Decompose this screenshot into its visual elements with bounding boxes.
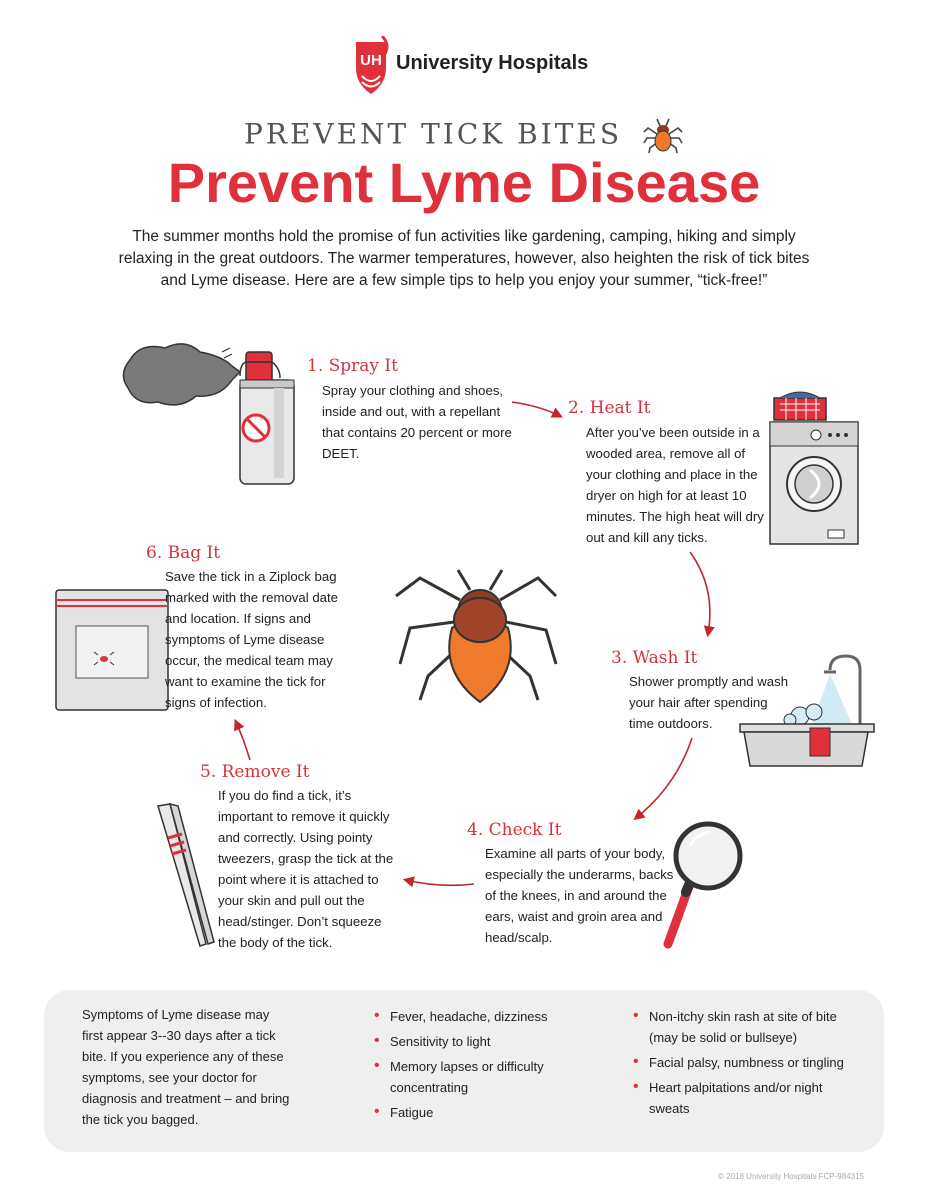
symptoms-list-2 <box>633 1006 853 1123</box>
step-body: Shower promptly and wash your hair after spending time outdoors. <box>629 674 789 731</box>
step-body: Spray your clothing and shoes, inside and out, with a repellant that contains 20 percent or more DEET. <box>322 383 512 461</box>
symptom-item: • Fever, headache, dizziness <box>374 1006 564 1027</box>
spray-can-icon <box>240 352 294 484</box>
step-heat <box>568 398 768 548</box>
symptom-item: • Fatigue <box>374 1102 564 1123</box>
step-title: 3. Wash It <box>611 648 698 668</box>
intro-paragraph: The summer months hold the promise of fun activities like gardening, camping, hiking and simply relaxing in the great outdoors. The warmer temperatures, however, also heighten the risk of tick bites and Lyme disease. Here are a few simple tips to help you enjoy your summer, “tick-free!” <box>118 228 810 289</box>
uh-shield-icon <box>352 36 392 96</box>
step-title: 6. Bag It <box>146 543 221 563</box>
brand-mark: UH <box>360 52 382 69</box>
symptom-item: • Sensitivity to light <box>374 1031 564 1052</box>
arrow-2-to-3 <box>690 552 710 634</box>
page-title: Prevent Lyme Disease <box>167 151 761 214</box>
step-bag <box>146 543 361 713</box>
brand-name: University Hospitals <box>396 52 589 74</box>
step-wash <box>611 648 791 734</box>
washing-machine-icon <box>770 392 858 544</box>
symptom-item: • Facial palsy, numbness or tingling <box>633 1052 853 1073</box>
arrow-5-to-6 <box>236 722 250 760</box>
arrow-3-to-4 <box>636 738 692 818</box>
large-tick-icon <box>396 570 556 702</box>
step-title: 4. Check It <box>467 820 562 840</box>
symptoms-intro: Symptoms of Lyme disease may first appear 3--30 days after a tick bite. If you experience any of these symptoms, see your doctor for diagnosis and treatment – and bring the tick you bagged. <box>82 1007 290 1127</box>
step-title: 2. Heat It <box>568 398 651 418</box>
step-body: After you’ve been outside in a wooded area, remove all of your clothing and place in the dryer on high for at least 10 minutes. The high heat will dry out and kill any ticks. <box>586 425 764 545</box>
arrow-4-to-5 <box>406 880 474 885</box>
step-remove <box>200 762 415 953</box>
symptoms-list-1 <box>374 1006 564 1127</box>
step-spray <box>307 356 527 464</box>
step-title: 1. Spray It <box>307 356 398 376</box>
step-body: If you do find a tick, it’s important to remove it quickly and correctly. Using pointy tweezers, grasp the tick at the point where it is attached to your skin and pull out the head/stinger. Don’t squeeze the body of the tick. <box>218 788 394 950</box>
symptom-item: • Memory lapses or difficulty concentrating <box>374 1056 564 1098</box>
brand-logo <box>352 36 592 96</box>
magnifying-glass-icon <box>668 824 740 944</box>
step-title: 5. Remove It <box>200 762 310 782</box>
copyright-text: © 2018 University Hospitals FCP-984315 <box>718 1172 864 1181</box>
step-body: Save the tick in a Ziplock bag marked with the removal date and location. If signs and symptoms of Lyme disease occur, the medical team may want to examine the tick for signs of infection. <box>165 569 338 710</box>
symptom-item: • Non-itchy skin rash at site of bite (may be solid or bullseye) <box>633 1006 853 1048</box>
step-check <box>467 820 677 948</box>
symptom-item: • Heart palpitations and/or night sweats <box>633 1077 853 1119</box>
step-body: Examine all parts of your body, especially the underarms, backs of the knees, in and around the ears, waist and groin area and head/scalp. <box>485 846 674 945</box>
kicker-text: PREVENT TICK BITES <box>244 117 623 151</box>
spray-cloud-icon <box>123 344 240 405</box>
